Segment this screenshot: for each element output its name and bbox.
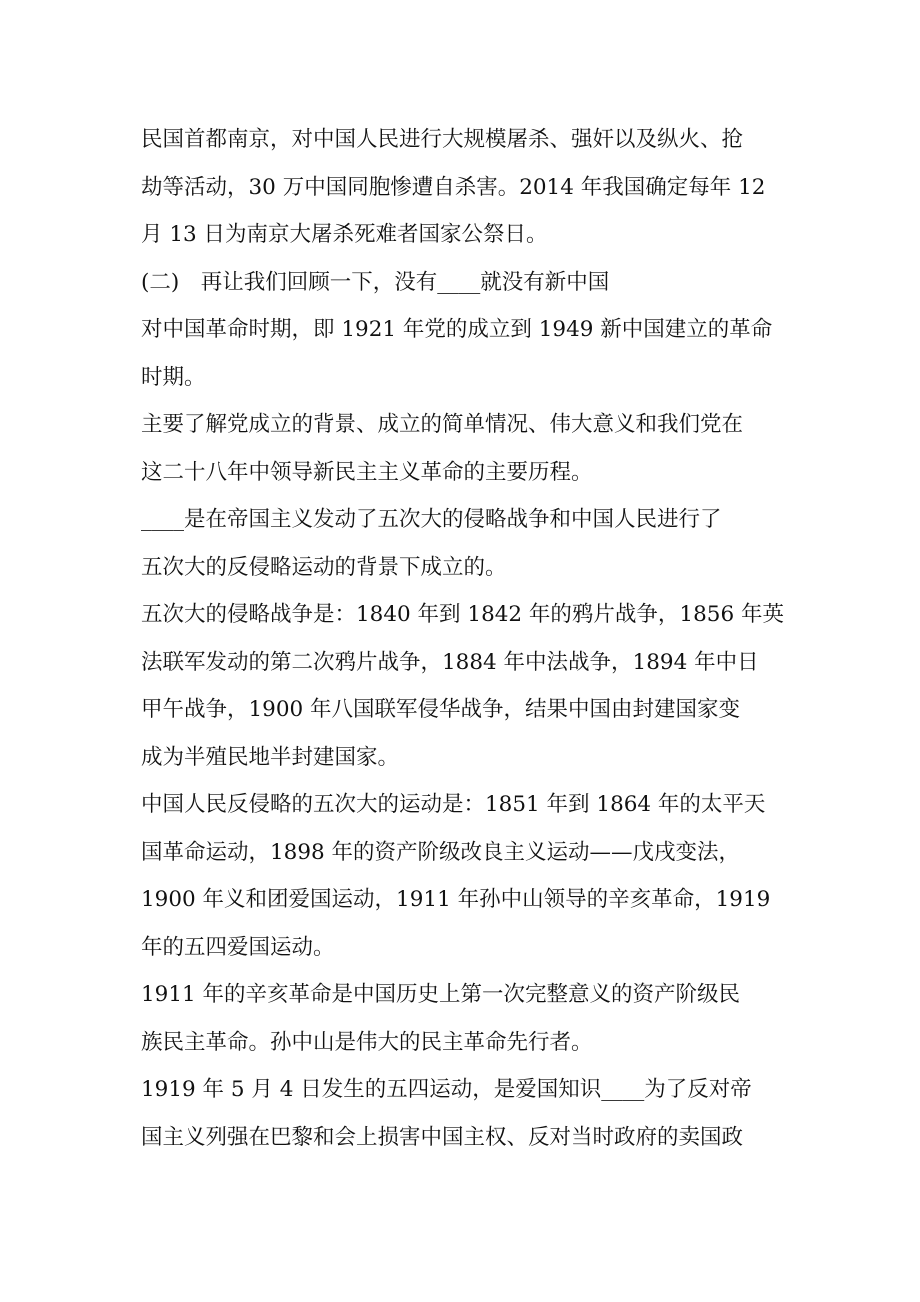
text-line: 对中国革命时期，即 1921 年党的成立到 1949 新中国建立的革命	[141, 317, 773, 342]
text-line: 五次大的反侵略运动的背景下成立的。	[141, 554, 507, 580]
text-line: 国革命运动，1898 年的资产阶级改良主义运动——戊戌变法，	[141, 839, 741, 865]
text-line: 劫等活动，30 万中国同胞惨遭自杀害。2014 年我国确定每年 12	[141, 174, 766, 200]
text-line: 甲午战争，1900 年八国联军侵华战争，结果中国由封建国家变	[141, 697, 741, 722]
text-line: 1919 年 5 月 4 日发生的五四运动，是爱国知识____为了反对帝	[141, 1077, 752, 1102]
text-line: ____是在帝国主义发动了五次大的侵略战争和中国人民进行了	[141, 507, 722, 532]
text-line: 国主义列强在巴黎和会上损害中国主权、反对当时政府的卖国政	[141, 1124, 744, 1150]
text-line: 年的五四爱国运动。	[141, 934, 335, 960]
text-line: 五次大的侵略战争是：1840 年到 1842 年的鸦片战争，1856 年英	[141, 602, 784, 627]
text-line: 主要了解党成立的背景、成立的简单情况、伟大意义和我们党在	[141, 412, 744, 437]
text-line: 1900 年义和团爱国运动，1911 年孙中山领导的辛亥革命，1919	[141, 887, 771, 912]
text-line: 中国人民反侵略的五次大的运动是：1851 年到 1864 年的太平天	[141, 792, 766, 817]
document-body	[141, 116, 791, 1161]
text-line: 成为半殖民地半封建国家。	[141, 744, 400, 770]
section-heading: (二) 再让我们回顾一下，没有____就没有新中国	[141, 269, 610, 295]
text-line: 1911 年的辛亥革命是中国历史上第一次完整意义的资产阶级民	[141, 982, 741, 1007]
text-line: 月 13 日为南京大屠杀死难者国家公祭日。	[141, 222, 548, 247]
text-line: 族民主革命。孙中山是伟大的民主革命先行者。	[141, 1029, 593, 1055]
text-line: 法联军发动的第二次鸦片战争，1884 年中法战争，1894 年中日	[141, 649, 759, 675]
text-line: 时期。	[141, 364, 206, 390]
text-line: 这二十八年中领导新民主主义革命的主要历程。	[141, 459, 593, 485]
text-line: 民国首都南京，对中国人民进行大规模屠杀、强奸以及纵火、抢	[141, 127, 744, 152]
